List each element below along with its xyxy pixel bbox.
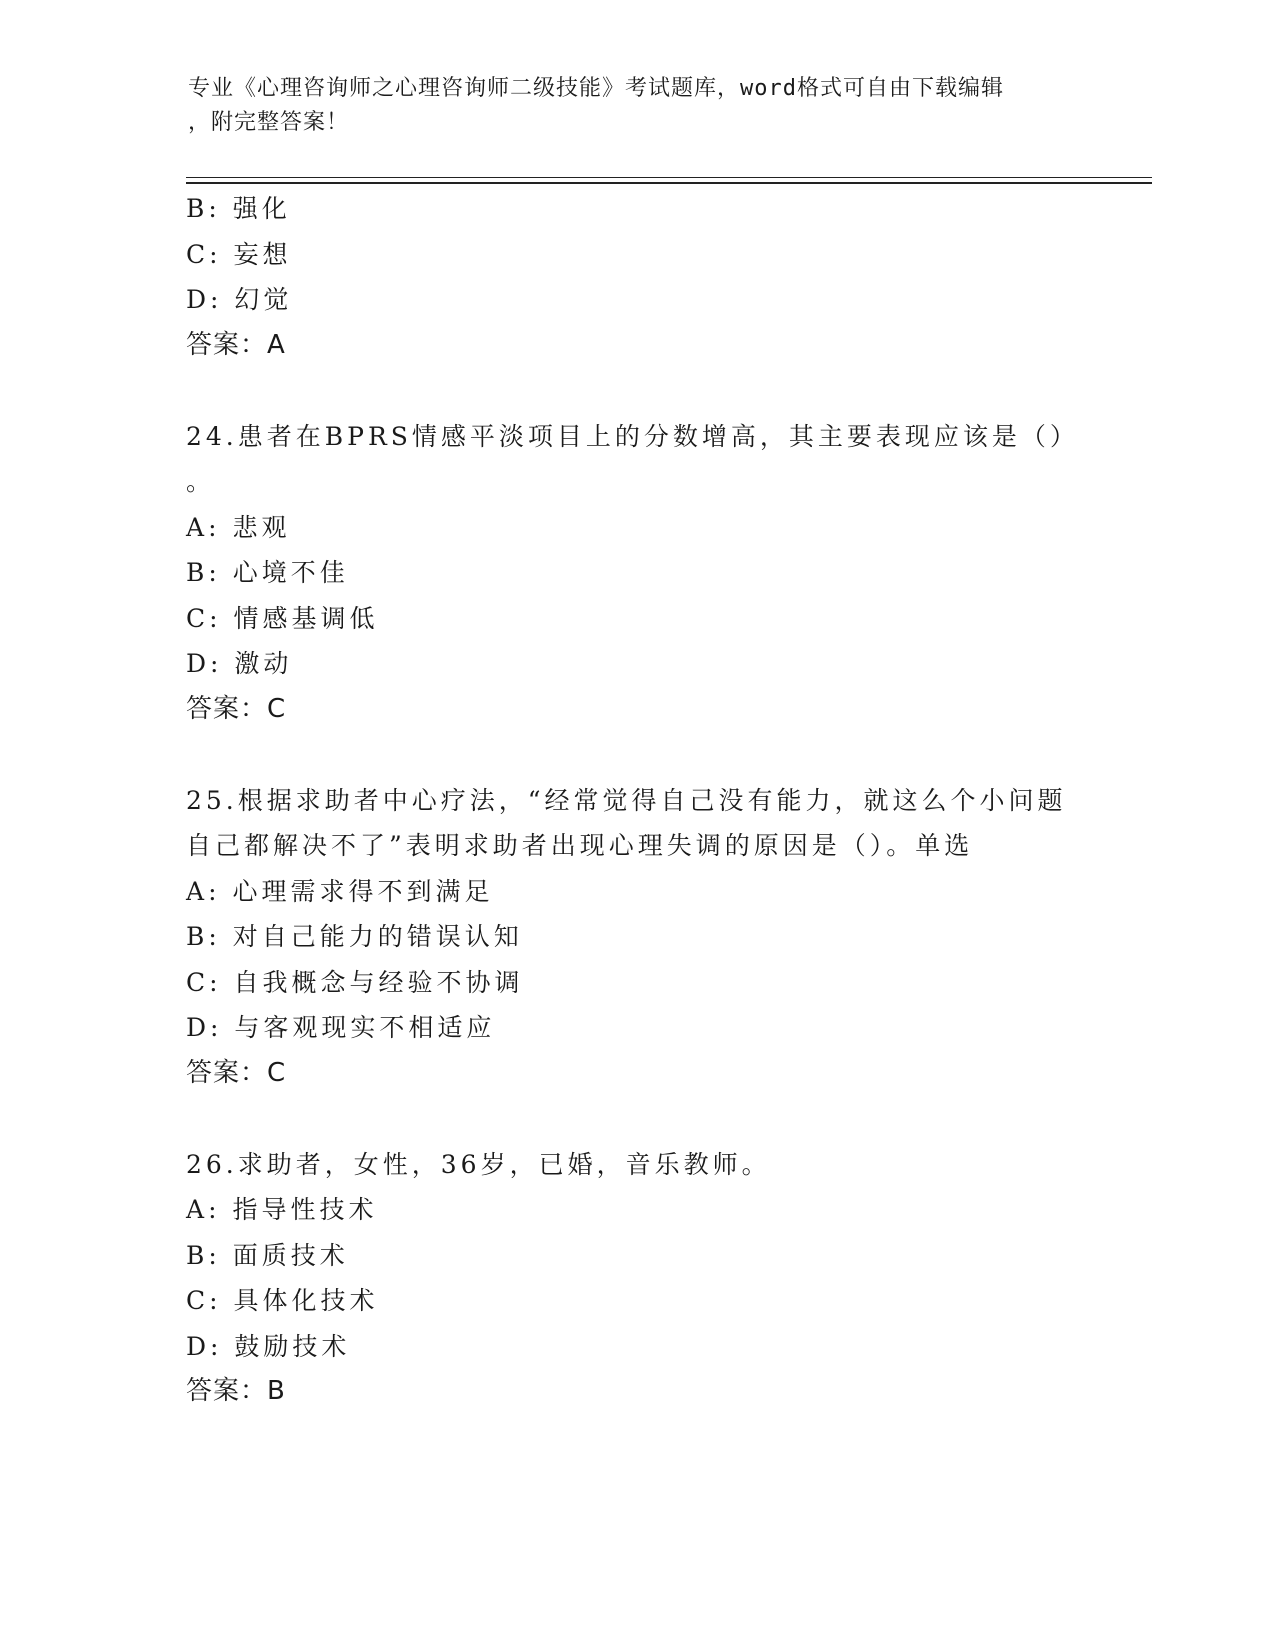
question-26 <box>186 1142 1086 1415</box>
answer: 答案：B <box>186 1376 286 1406</box>
option-b: B: 心境不佳 <box>186 558 349 587</box>
option-d: D: 激动 <box>186 649 293 678</box>
option-d: D: 鼓励技术 <box>186 1331 351 1361</box>
question-23-continued <box>186 186 1086 368</box>
option-c: C: 自我概念与经验不协调 <box>186 967 524 997</box>
question-stem-line-1: 26.求助者，女性，36岁，已婚，音乐教师。 <box>186 1149 771 1179</box>
question-stem <box>186 414 1086 505</box>
answer: 答案：C <box>186 693 287 724</box>
option-c: C: 具体化技术 <box>186 1286 379 1315</box>
option-b: B: 对自己能力的错误认知 <box>186 922 523 951</box>
option-b: B: 强化 <box>186 194 291 223</box>
header-divider-thin <box>186 177 1152 178</box>
question-stem <box>186 778 1086 869</box>
option-a: A: 心理需求得不到满足 <box>186 876 494 906</box>
header-line-2: ，附完整答案！ <box>188 110 350 135</box>
option-d: D: 与客观现实不相适应 <box>186 1013 496 1042</box>
document-header <box>188 72 1068 140</box>
question-stem-line-1: 24.患者在BPRS情感平淡项目上的分数增高，其主要表现应该是（） <box>186 421 1079 451</box>
header-line-1: 专业《心理咨询师之心理咨询师二级技能》考试题库，word格式可自由下载编辑 <box>188 76 1004 101</box>
option-d: D: 幻觉 <box>186 285 293 314</box>
question-24 <box>186 414 1086 733</box>
answer: 答案：A <box>186 329 286 360</box>
question-stem <box>186 1142 1086 1188</box>
question-stem-line-2: 自己都解决不了”表明求助者出现心理失调的原因是（）。单选 <box>186 831 974 860</box>
question-content <box>186 186 1086 1415</box>
option-a: A: 悲观 <box>186 512 291 542</box>
question-stem-line-1: 25.根据求助者中心疗法，“经常觉得自己没有能力，就这么个小问题 <box>186 785 1067 815</box>
option-c: C: 妄想 <box>186 239 292 269</box>
question-stem-line-2: 。 <box>186 467 216 496</box>
option-c: C: 情感基调低 <box>186 603 379 633</box>
header-divider-thick <box>186 182 1152 184</box>
option-b: B: 面质技术 <box>186 1240 349 1270</box>
option-a: A: 指导性技术 <box>186 1195 378 1224</box>
question-25 <box>186 778 1086 1097</box>
answer: 答案：C <box>186 1057 287 1088</box>
